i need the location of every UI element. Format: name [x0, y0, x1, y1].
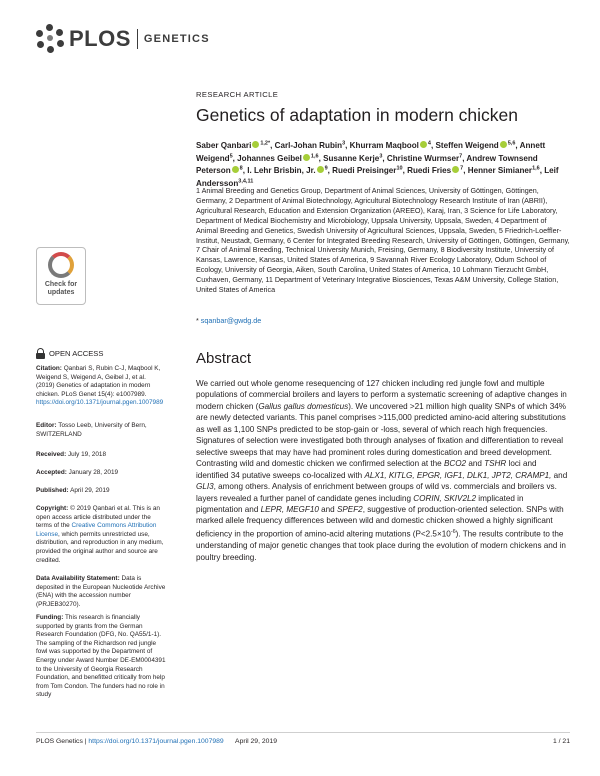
author-name: Ruedi Fries $^7$,	[407, 165, 468, 176]
article-type: RESEARCH ARTICLE	[196, 90, 279, 99]
author-name: Andrew Townsend Peterson $^8$,	[196, 153, 538, 176]
funding-block: Funding: This research is financially supported by grants from the German Research Foundation (DFG, No. QA55/1-1). The sampling of the Richardson red jungle fowl was supported by the Department of Energy under Award Number DE-EM0004391 to the University of Georgia Research Foundation, and benefitted critically from help from Tom Condon. The funders had no role in study	[36, 614, 166, 699]
affiliations: 1 Animal Breeding and Genetics Group, Department of Animal Sciences, University of Göttingen, Göttingen, Germany, 2 Department of Animal Biotechnology, Agricultural Biotechnology Research Institute of Iran (ABRII), Agricultural Research, Education and Extension Organization (AREEO), Karaj, Iran, 3 Science for Life Laboratory, Department of Medical Biochemistry and Microbiology, Uppsala University, Uppsala, Sweden, 4 Department of Animal Breeding and Genetics, Swedish University of Agricultural Sciences, Uppsala, Sweden, 5 Friedrich-Loeffler-Institut, Neustadt, Germany, 6 Center for Integrated Breeding Research, University of Göttingen, Göttingen, Germany, 7 Chair of Animal Breeding, Technical University Munich, Freising, Germany, 8 Biodiversity Institute, University of Kansas, Lawrence, Kansas, United States of America, 9 Savannah River Ecology Laboratory, Odum School of Ecology, University of Georgia, Aiken, South Carolina, United States of America, 10 Lohmann Tierzucht GmbH, Cuxhaven, Germany, 11 Department of Veterinary Integrative Biosciences, Texas A&M University, College Station, United States of America	[196, 186, 570, 295]
author-name: Christine Wurmser$^7$,	[386, 152, 467, 163]
orcid-icon[interactable]	[317, 166, 324, 173]
received-block: Received: July 19, 2018	[36, 451, 106, 458]
author-name: Susanne Kerje$^3$,	[323, 152, 387, 163]
author-name: Johannes Geibel $^{1,6}$,	[237, 152, 324, 163]
abstract-heading: Abstract	[196, 350, 252, 367]
email-link[interactable]: sqanbar@gwdg.de	[200, 316, 262, 325]
published-block: Published: April 29, 2019	[36, 487, 110, 494]
orcid-icon[interactable]	[452, 166, 459, 173]
check-for-updates-label: Check for updates	[44, 281, 78, 296]
author-name: Carl-Johan Rubin$^3$,	[274, 140, 350, 150]
author-name: Henner Simianer$^{1,6}$,	[467, 165, 545, 176]
orcid-icon[interactable]	[252, 141, 259, 148]
article-title: Genetics of adaptation in modern chicken	[196, 105, 518, 125]
author-name: Khurram Maqbool $^4$,	[349, 140, 436, 150]
citation-doi-link[interactable]: https://doi.org/10.1371/journal.pgen.1007989	[36, 399, 164, 407]
page-footer	[36, 732, 570, 746]
orcid-icon[interactable]	[232, 166, 239, 173]
author-name: I. Lehr Brisbin, Jr. $^9$,	[247, 165, 333, 176]
orcid-icon[interactable]	[420, 141, 427, 148]
editor-block: Editor: Tosso Leeb, University of Bern, SWITZERLAND	[36, 422, 147, 438]
page-number: 1 / 21	[552, 738, 570, 745]
author-list	[196, 138, 570, 190]
logo-divider	[137, 29, 138, 49]
plos-genetics-logo[interactable]	[35, 22, 210, 56]
corresponding-email: * sqanbar@gwdg.de	[196, 316, 262, 325]
crossmark-icon	[48, 252, 74, 278]
orcid-icon[interactable]	[303, 154, 310, 161]
author-name: Leif Andersson$^{3,4,11}$	[196, 166, 559, 189]
author-name: Steffen Weigend $^{5,6}$,	[435, 140, 520, 150]
author-name: Saber Qanbari $^{1,2*}$,	[196, 140, 275, 150]
copyright-block: Copyright: © 2019 Qanbari et al. This is an open access article distributed under the terms of the Creative Commons Attribution License, which permits unrestricted use, distribution, and reproduction in any medium, provided the original author and source are credited.	[36, 505, 164, 564]
check-for-updates-badge[interactable]	[36, 247, 86, 305]
orcid-icon[interactable]	[500, 141, 507, 148]
abstract-text: We carried out whole genome resequencing of 127 chicken including red jungle fowl and multiple populations of commercial broilers and layers to perform a systematic screening of adaptive changes in modern chicken (Gallus gallus domesticus). We uncovered >21 million high quality SNPs of which 34% are newly detected variants. This panel comprises >115,000 predicted amino-acid altering substitutions as well as 1,100 SNPs predicted to be stop-gain or -loss, several of which reach high frequencies. Signatures of selection were investigated both through analyses of fixation and differentiation to reveal selective sweeps that may have had prominent roles during domestication and breed development. Contrasting wild and domestic chicken we confirmed selection at the BCO2 and TSHR loci and identified 34 putative sweeps co-localized with ALX1, KITLG, EPGR, IGF1, DLK1, JPT2, CRAMP1, and GLI3, among others. Analysis of enrichment between groups of wild vs. commercials and broilers vs. layers revealed a further panel of candidate genes including CORIN, SKIV2L2 implicated in pigmentation and LEPR, MEGF10 and SPEF2, suggestive of production-oriented selection. SNPs with marked allele frequency differences between wild and domestic chicken showed a highly significant deficiency in the proportion of amino-acid altering mutations $(P<2.5\times 10^{-6})$. The results contribute to the understanding of major genetic changes that took place during the evolution of modern chickens and in poultry breeding.	[196, 379, 568, 562]
accepted-block: Accepted: January 28, 2019	[36, 469, 119, 476]
plos-dots-icon	[35, 24, 65, 54]
data-availability-block: Data Availability Statement: Data is deposited in the European Nucleotide Archive (ENA) with the accession number (PRJEB30270).	[36, 575, 166, 608]
citation-block: Citation: Qanbari S, Rubin C-J, Maqbool K, Weigend S, Weigend A, Geibel J, et al. (2019) Genetics of adaptation in modern chicken. PLoS Genet 15(4): e1007989. https://doi.org/10.1371/journal.pgen.1007989	[36, 365, 164, 407]
journal-name: GENETICS	[143, 33, 210, 45]
footer-doi-link[interactable]: https://doi.org/10.1371/journal.pgen.1007989	[88, 738, 224, 745]
open-access-label: OPEN ACCESS	[36, 348, 103, 359]
author-name: Ruedi Preisinger$^{10}$,	[332, 165, 408, 176]
cc-license-link[interactable]: Creative Commons Attribution License	[36, 522, 157, 538]
author-name: Annett Weigend$^5$,	[196, 140, 546, 163]
open-lock-icon	[36, 348, 45, 359]
brand-name: PLOS	[69, 26, 131, 51]
footer-citation: PLOS Genetics | https://doi.org/10.1371/journal.pgen.1007989 April 29, 2019	[36, 738, 277, 745]
